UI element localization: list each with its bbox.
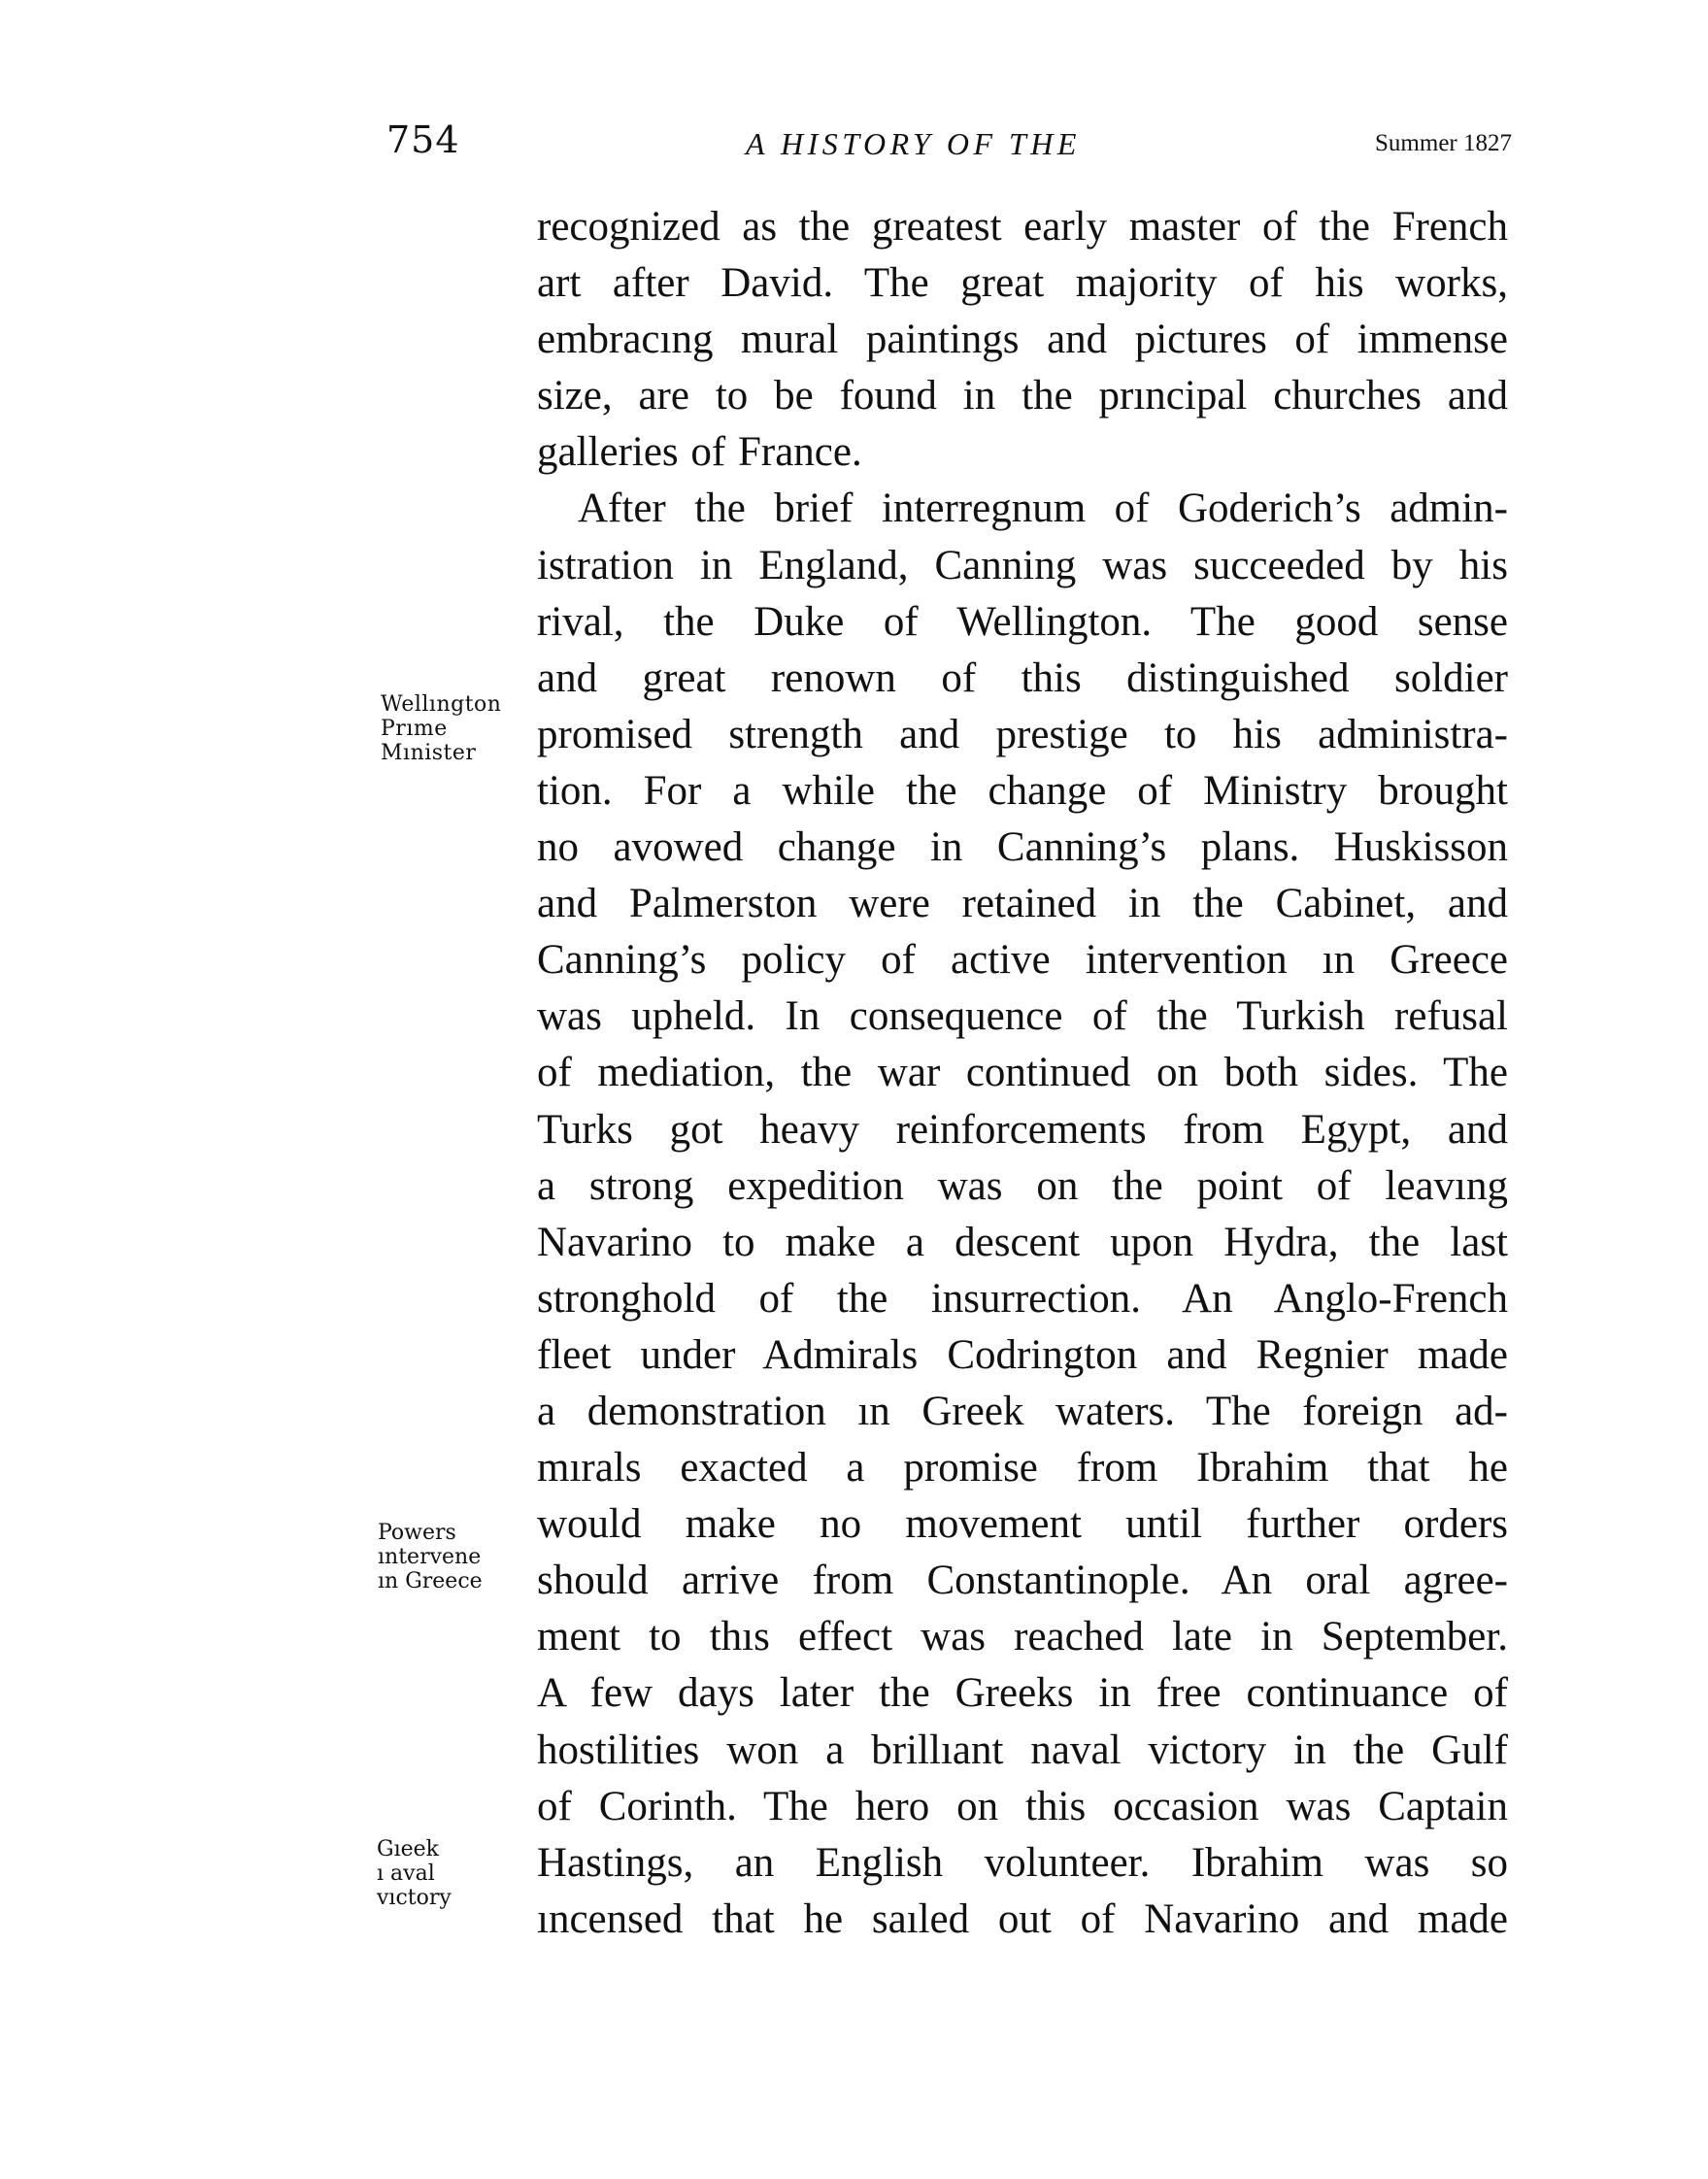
text-line: would make no movement until further orders [537,1501,1508,1548]
text-line: promised strength and prestige to his administra- [537,711,1508,757]
text-line: of mediation, the war continued on both sides. The [537,1050,1508,1096]
text-line: fleet under Admirals Codrington and Regnier made [537,1331,1508,1378]
sidenote-line: vıctory [377,1886,452,1910]
paragraph-2 [537,481,1508,1947]
sidenote-line: Mınister [381,741,477,765]
text-line: hostilities won a brillıant naval victory in the Gulf [537,1726,1508,1773]
sidenote-line: Prıme [381,717,448,741]
text-line: Turks got heavy reinforcements from Egypt, and [537,1106,1508,1153]
text-line: size, are to be found in the prıncipal churches and [537,373,1508,419]
text-line: galleries of France. [537,429,862,476]
text-line: should arrive from Constantinople. An oral agree- [537,1558,1508,1604]
text-line: stronghold of the insurrection. An Anglo-French [537,1275,1508,1322]
text-line: tion. For a while the change of Ministry brought [537,767,1508,814]
page-number: 754 [386,118,460,161]
sidenote-wellington-prime-minister [381,692,501,765]
text-line: and Palmerston were retained in the Cabinet, and [537,881,1508,927]
text-line: of Corinth. The hero on this occasion was Captain [537,1783,1508,1829]
text-line: Navarino to make a descent upon Hydra, the last [537,1219,1508,1265]
text-line: a demonstration ın Greek waters. The foreign ad- [537,1388,1508,1434]
text-line: A few days later the Greeks in free continuance of [537,1670,1508,1717]
running-title: A HISTORY OF THE [746,126,1081,161]
body-text [537,199,1508,1948]
sidenote-line: Wellıngton [381,692,502,717]
text-line: embracıng mural paintings and pictures of immense [537,317,1508,363]
text-line: a strong expedition was on the point of leavıng [537,1162,1508,1209]
sidenote-line: Powers [378,1521,456,1545]
sidenote-line: ı aval [377,1861,435,1886]
text-line: rival, the Duke of Wellington. The good sense [537,598,1508,645]
text-line: Canning’s policy of active intervention ın Greece [537,937,1508,984]
text-line: no avowed change in Canning’s plans. Huskisson [537,824,1508,871]
text-line: was upheld. In consequence of the Turkish refusal [537,993,1508,1040]
text-line: art after David. The great majority of his works, [537,260,1508,307]
sidenote-line: Gıeek [377,1837,439,1861]
text-line: recognized as the greatest early master of the French [537,204,1508,250]
text-line: mırals exacted a promise from Ibrahim that he [537,1445,1508,1492]
sidenote-line: ıntervene [378,1545,482,1569]
paragraph-1 [537,199,1508,481]
sidenote-line: ın Greece [378,1569,483,1593]
sidenote-greek-naval-victory [377,1837,452,1910]
running-date: Summer 1827 [1375,130,1512,156]
text-line: istration in England, Canning was succeeded by his [537,542,1508,588]
text-line: ment to thıs effect was reached late in September. [537,1614,1508,1660]
text-line: Hastings, an English volunteer. Ibrahim was so [537,1839,1508,1886]
sidenote-powers-intervene [378,1521,483,1593]
text-line: ıncensed that he saıled out of Navarino and made [537,1895,1508,1942]
text-line: After the brief interregnum of Goderich’s admin- [578,486,1508,532]
running-head [0,0,1708,194]
text-line: and great renown of this distinguished soldier [537,654,1508,701]
